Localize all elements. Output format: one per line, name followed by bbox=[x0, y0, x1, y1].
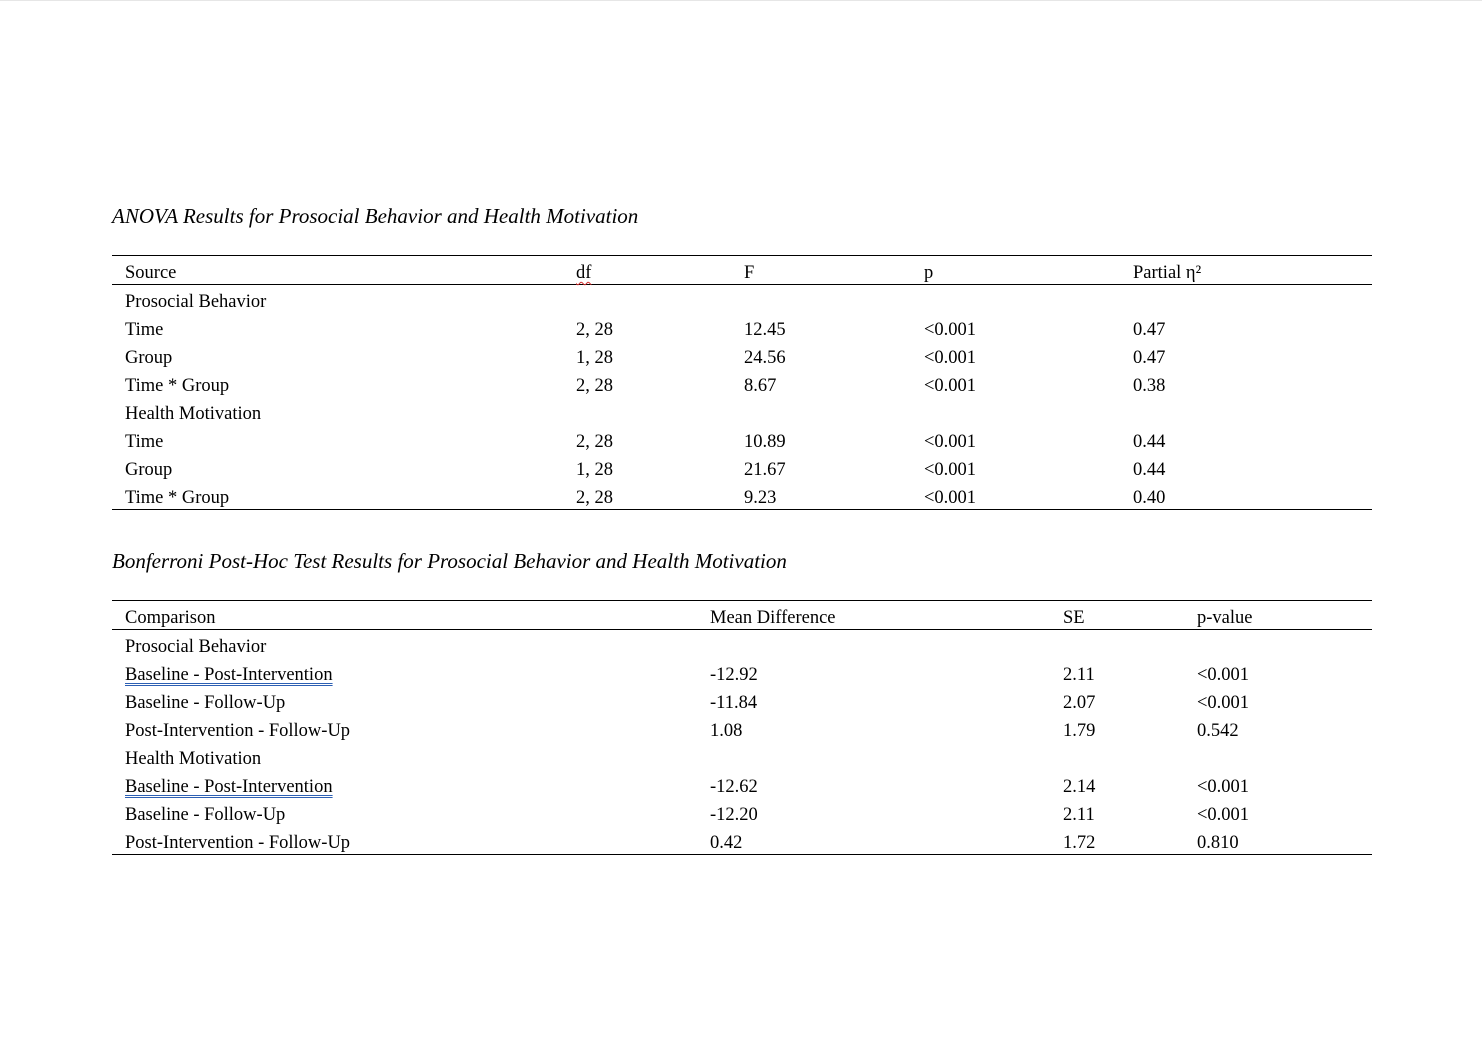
bonferroni-table-row bbox=[112, 826, 1372, 854]
anova-group-label: Prosocial Behavior bbox=[125, 292, 267, 312]
bonferroni-comparison: Baseline - Follow-Up bbox=[125, 693, 286, 713]
anova-source: Group bbox=[125, 348, 173, 368]
anova-caption: ANOVA Results for Prosocial Behavior and Health Motivation bbox=[112, 204, 639, 228]
anova-p: <0.001 bbox=[924, 460, 977, 480]
anova-p: <0.001 bbox=[924, 376, 977, 396]
grammar-flag-comparison[interactable]: Baseline - Post-Intervention bbox=[125, 777, 333, 797]
anova-header-partial-eta: Partial η² bbox=[1133, 263, 1202, 283]
bonferroni-se: 2.07 bbox=[1063, 693, 1096, 713]
bonferroni-table-row bbox=[112, 714, 1372, 742]
bonferroni-group-label: Prosocial Behavior bbox=[125, 637, 267, 657]
spellcheck-df[interactable]: df bbox=[576, 263, 592, 283]
bonferroni-comparison: Post-Intervention - Follow-Up bbox=[125, 833, 351, 853]
anova-table-row bbox=[112, 313, 1372, 341]
bonferroni-header-se: SE bbox=[1063, 608, 1085, 628]
bonferroni-header-p-value: p-value bbox=[1197, 608, 1253, 628]
anova-df: 2, 28 bbox=[576, 432, 613, 452]
anova-f: 12.45 bbox=[744, 320, 786, 340]
bonferroni-comparison bbox=[125, 658, 333, 686]
anova-p: <0.001 bbox=[924, 348, 977, 368]
bonferroni-group-row bbox=[112, 742, 1372, 770]
anova-header-df bbox=[576, 256, 591, 284]
bonferroni-table-row bbox=[112, 770, 1372, 798]
bonferroni-p-value: 0.810 bbox=[1197, 833, 1239, 853]
anova-header-f: F bbox=[744, 263, 755, 283]
anova-source: Time * Group bbox=[125, 488, 230, 508]
bonferroni-mean-difference: -11.84 bbox=[710, 693, 758, 713]
bonferroni-se: 2.11 bbox=[1063, 805, 1095, 825]
anova-table bbox=[112, 255, 1372, 510]
anova-source: Time bbox=[125, 432, 164, 452]
bonferroni-group-label: Health Motivation bbox=[125, 749, 262, 769]
anova-table-row bbox=[112, 425, 1372, 453]
bonferroni-p-value: <0.001 bbox=[1197, 693, 1250, 713]
bonferroni-header-comparison: Comparison bbox=[125, 608, 216, 628]
bonferroni-group-row bbox=[112, 630, 1372, 658]
grammar-flag-comparison[interactable]: Baseline - Post-Intervention bbox=[125, 665, 333, 685]
bonferroni-mean-difference: -12.62 bbox=[710, 777, 758, 797]
anova-source: Group bbox=[125, 460, 173, 480]
bonferroni-comparison: Baseline - Follow-Up bbox=[125, 805, 286, 825]
bonferroni-p-value: 0.542 bbox=[1197, 721, 1239, 741]
bonferroni-se: 1.72 bbox=[1063, 833, 1096, 853]
bonferroni-comparison bbox=[125, 770, 333, 798]
bonferroni-caption: Bonferroni Post-Hoc Test Results for Prosocial Behavior and Health Motivation bbox=[112, 549, 787, 573]
anova-table-row bbox=[112, 369, 1372, 397]
bonferroni-se: 2.11 bbox=[1063, 665, 1095, 685]
bonferroni-mean-difference: -12.20 bbox=[710, 805, 758, 825]
anova-source: Time * Group bbox=[125, 376, 230, 396]
anova-df: 2, 28 bbox=[576, 320, 613, 340]
bonferroni-mean-difference: 1.08 bbox=[710, 721, 743, 741]
bonferroni-comparison: Post-Intervention - Follow-Up bbox=[125, 721, 351, 741]
bonferroni-se: 1.79 bbox=[1063, 721, 1096, 741]
bonferroni-p-value: <0.001 bbox=[1197, 805, 1250, 825]
anova-f: 9.23 bbox=[744, 488, 777, 508]
anova-source: Time bbox=[125, 320, 164, 340]
anova-f: 10.89 bbox=[744, 432, 786, 452]
bonferroni-table-row bbox=[112, 798, 1372, 826]
anova-df: 1, 28 bbox=[576, 460, 613, 480]
page-top-border bbox=[0, 0, 1482, 1]
bonferroni-se: 2.14 bbox=[1063, 777, 1096, 797]
anova-eta: 0.40 bbox=[1133, 488, 1166, 508]
anova-f: 21.67 bbox=[744, 460, 786, 480]
anova-eta: 0.38 bbox=[1133, 376, 1166, 396]
anova-header-p: p bbox=[924, 263, 934, 283]
anova-eta: 0.47 bbox=[1133, 320, 1166, 340]
anova-p: <0.001 bbox=[924, 320, 977, 340]
anova-header-source: Source bbox=[125, 263, 177, 283]
anova-f: 24.56 bbox=[744, 348, 786, 368]
anova-df: 2, 28 bbox=[576, 488, 613, 508]
anova-eta: 0.44 bbox=[1133, 432, 1166, 452]
anova-df: 1, 28 bbox=[576, 348, 613, 368]
anova-header-row bbox=[112, 256, 1372, 285]
bonferroni-p-value: <0.001 bbox=[1197, 777, 1250, 797]
anova-group-row bbox=[112, 397, 1372, 425]
anova-eta: 0.47 bbox=[1133, 348, 1166, 368]
bonferroni-mean-difference: -12.92 bbox=[710, 665, 758, 685]
anova-table-row bbox=[112, 341, 1372, 369]
bonferroni-header-mean-difference: Mean Difference bbox=[710, 608, 836, 628]
anova-df: 2, 28 bbox=[576, 376, 613, 396]
anova-table-row bbox=[112, 481, 1372, 509]
anova-table-row bbox=[112, 453, 1372, 481]
anova-f: 8.67 bbox=[744, 376, 777, 396]
bonferroni-header-row bbox=[112, 601, 1372, 630]
anova-p: <0.001 bbox=[924, 488, 977, 508]
bonferroni-p-value: <0.001 bbox=[1197, 665, 1250, 685]
bonferroni-table-row bbox=[112, 686, 1372, 714]
bonferroni-table-row bbox=[112, 658, 1372, 686]
bonferroni-table bbox=[112, 600, 1372, 855]
anova-group-row bbox=[112, 285, 1372, 313]
bonferroni-mean-difference: 0.42 bbox=[710, 833, 743, 853]
anova-group-label: Health Motivation bbox=[125, 404, 262, 424]
anova-p: <0.001 bbox=[924, 432, 977, 452]
anova-eta: 0.44 bbox=[1133, 460, 1166, 480]
